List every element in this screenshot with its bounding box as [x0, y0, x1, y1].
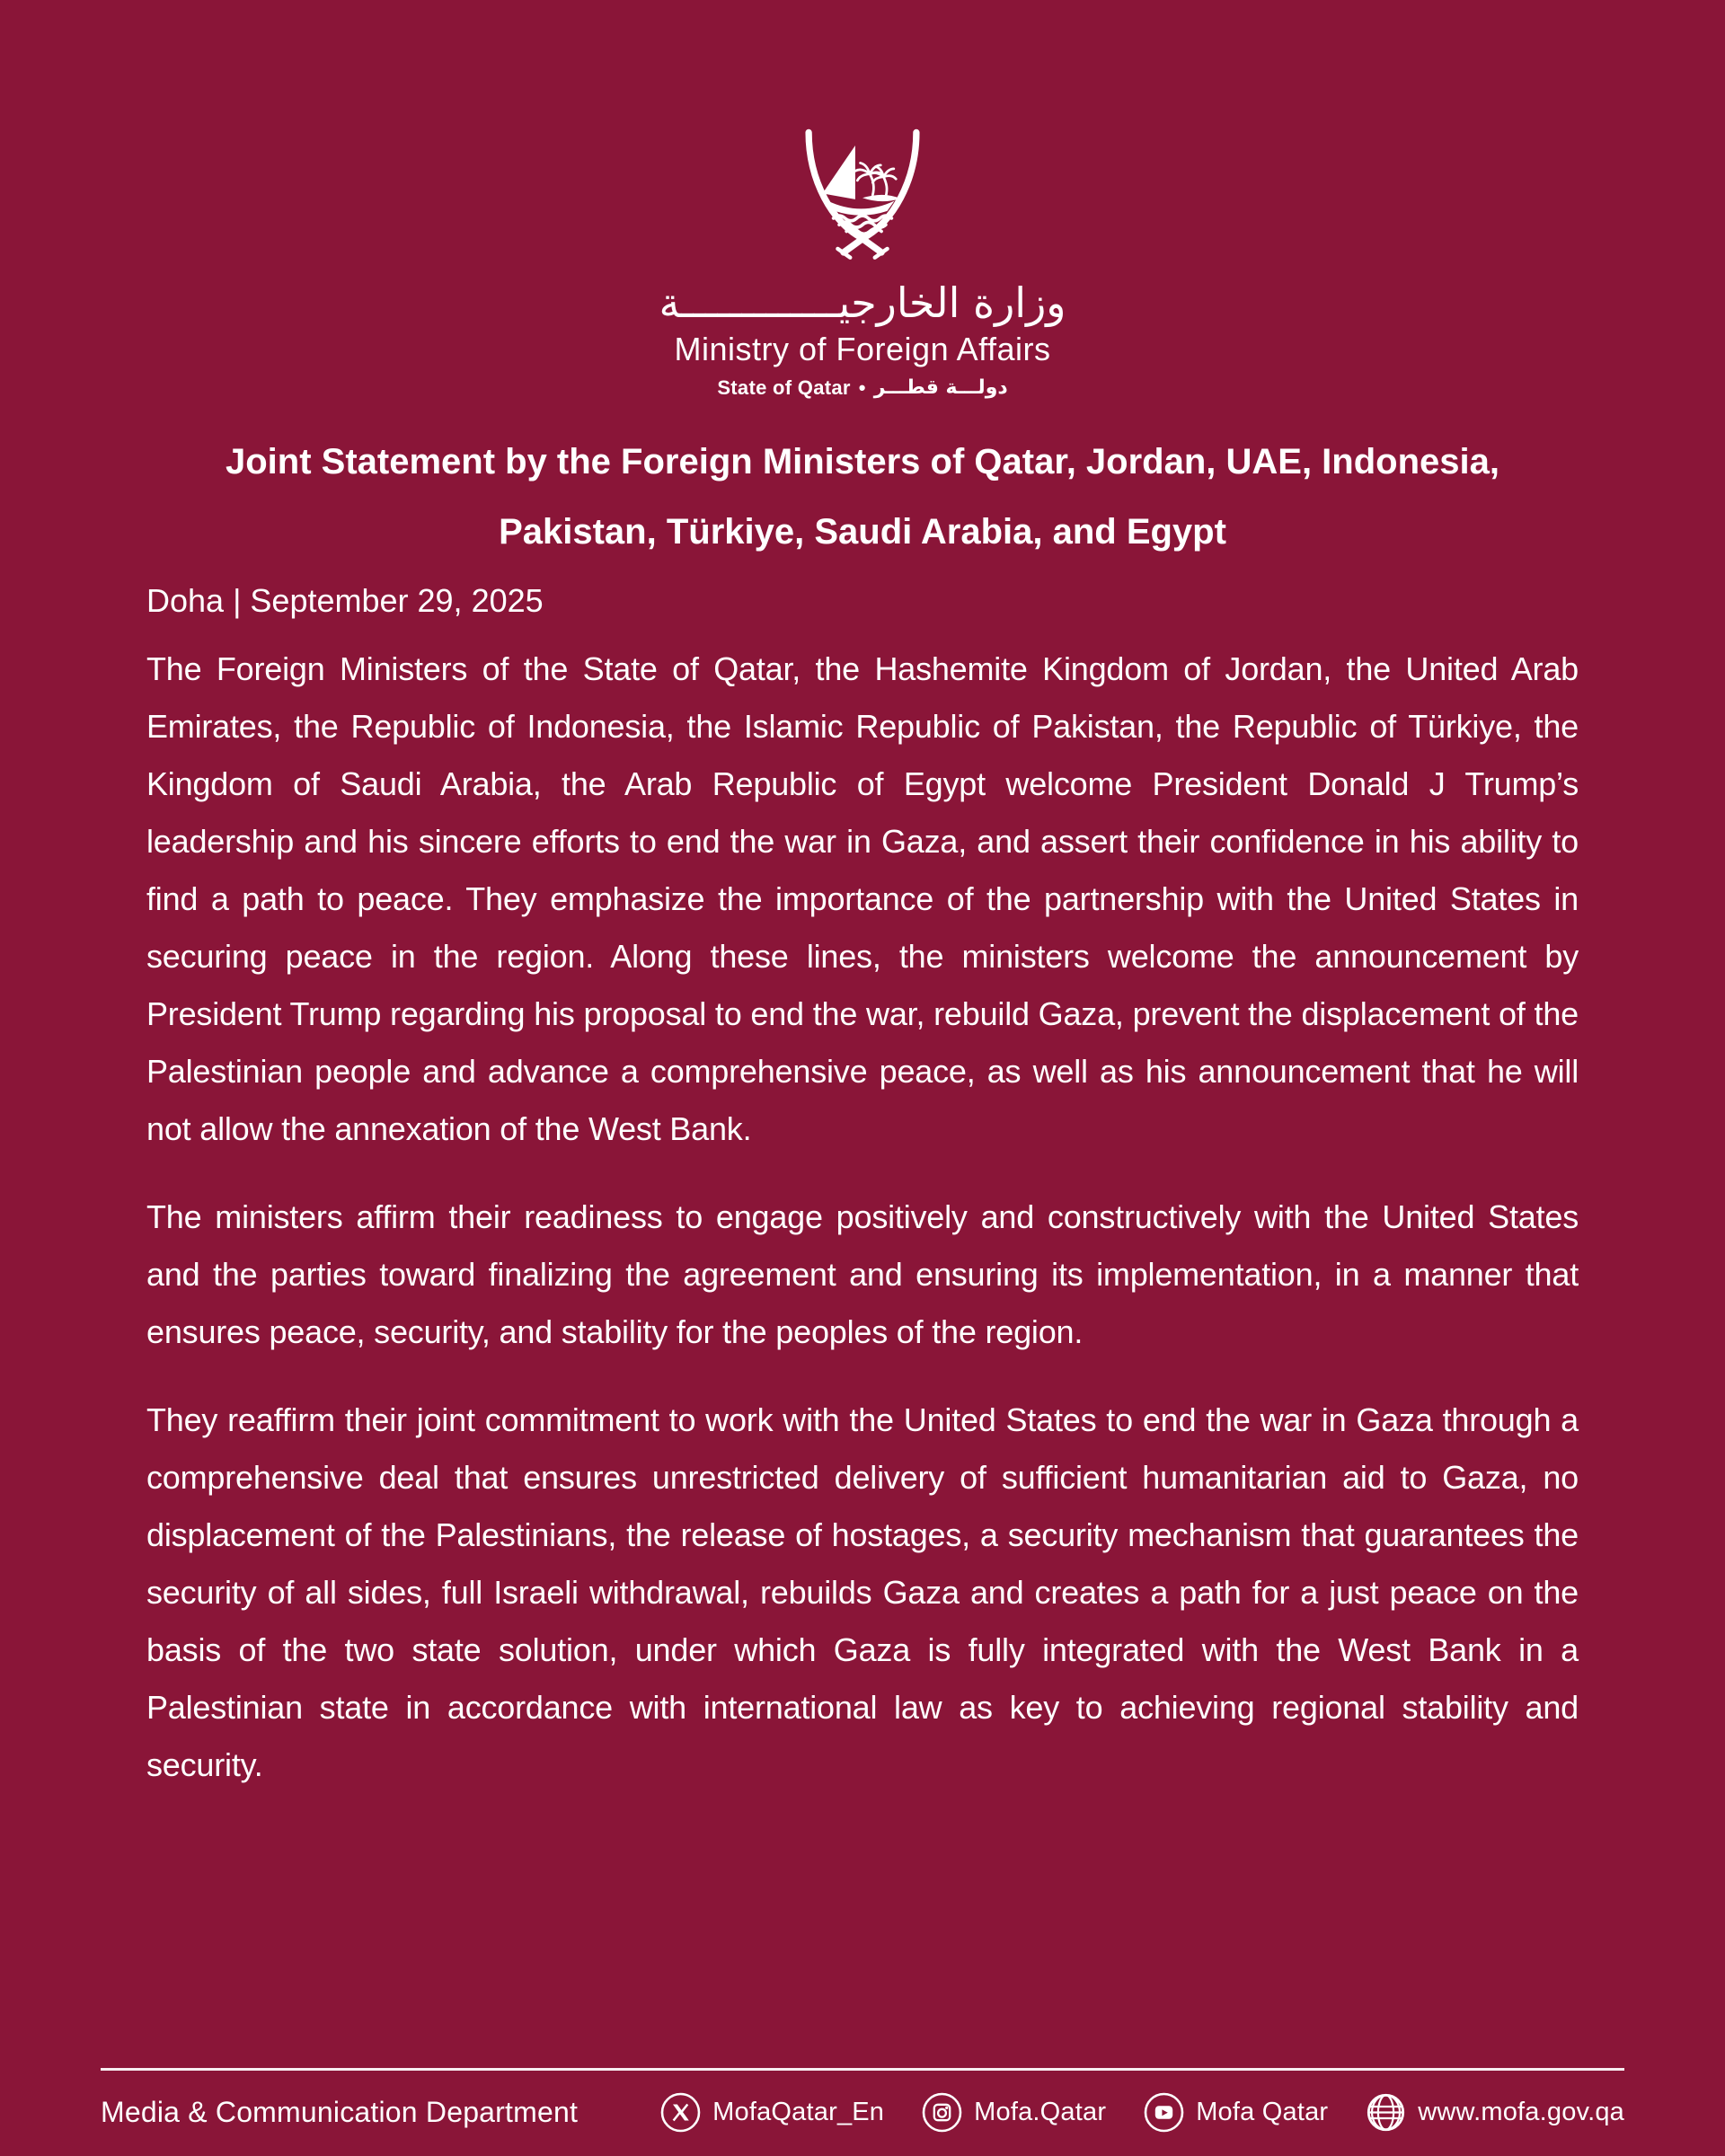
x-twitter-icon — [660, 2092, 701, 2133]
social-link-youtube[interactable] — [1144, 2092, 1328, 2133]
ministry-name-english: Ministry of Foreign Affairs — [674, 330, 1051, 367]
tagline-bullet: • — [858, 376, 866, 399]
crossed-swords-icon — [809, 132, 916, 257]
social-links — [660, 2092, 1624, 2133]
qatar-mofa-emblem-icon — [774, 115, 951, 268]
x-twitter-handle: MofaQatar_En — [712, 2098, 885, 2126]
youtube-handle: Mofa Qatar — [1196, 2098, 1329, 2126]
statement-paragraphs — [146, 641, 1579, 1794]
paragraph-3: They reaffirm their joint commitment to work with the United States to end the war in Gaza through a comprehensive deal that ensures unrestricted delivery of sufficient humanitarian aid to Gaza, no displacement of the Palestinians, the release of hostages, a security mechanism that guarantees the security of all sides, full Israeli withdrawal, rebuilds Gaza and creates a path for a just peace on the basis of the two state solution, under which Gaza is fully integrated with the West Bank in a Palestinian state in accordance with international law as key to achieving regional stability and security. — [146, 1401, 1579, 1783]
mofa-logo-block — [0, 0, 1725, 400]
statement-title-line2: Pakistan, Türkiye, Saudi Arabia, and Egypt — [499, 511, 1226, 552]
globe-icon — [1366, 2092, 1406, 2133]
social-link-instagram[interactable] — [922, 2092, 1106, 2133]
youtube-icon — [1144, 2092, 1184, 2133]
palm-island-icon — [855, 163, 900, 201]
ministry-name-arabic: وزارة الخارجيـــــــــــــة — [659, 278, 1066, 327]
tagline-english: State of Qatar — [717, 376, 851, 399]
instagram-handle: Mofa.Qatar — [974, 2098, 1107, 2126]
department-label: Media & Communication Department — [101, 2096, 579, 2128]
statement-title-line1: Joint Statement by the Foreign Ministers of Qatar, Jordan, UAE, Indonesia, — [225, 441, 1499, 482]
paragraph-1: The Foreign Ministers of the State of Qatar, the Hashemite Kingdom of Jordan, the United Arab Emirates, the Republic of Indonesia, the Islamic Republic of Pakistan, the Republic of Türkiye, the Kingdom of Saudi Arabia, the Arab Republic of Egypt welcome President Donald J Trump’s leadership and his sincere efforts to end the war in Gaza, and assert their confidence in his ability to find a path to peace. They emphasize the importance of the partnership with the United States in securing peace in the region. Along these lines, the ministers welcome the announcement by President Trump regarding his proposal to end the war, rebuild Gaza, prevent the displacement of the Palestinian people and advance a comprehensive peace, as well as his announcement that he will not allow the annexation of the West Bank. — [146, 649, 1579, 1147]
instagram-icon — [922, 2092, 962, 2133]
footer-divider — [101, 2068, 1624, 2071]
statement-title — [146, 427, 1579, 567]
page-footer — [0, 2068, 1725, 2156]
footer-row — [101, 2092, 1624, 2133]
website-url: www.mofa.gov.qa — [1418, 2098, 1624, 2126]
social-link-website[interactable] — [1366, 2092, 1624, 2133]
paragraph-2: The ministers affirm their readiness to engage positively and constructively with the United States and the parties toward finalizing the agreement and ensuring its implementation, in a manner that ensures peace, security, and stability for the peoples of the region. — [146, 1197, 1579, 1350]
tagline-arabic: دولـــة قطـــر — [873, 376, 1008, 400]
state-of-qatar-tagline — [0, 376, 1725, 400]
dateline: Doha | September 29, 2025 — [146, 581, 544, 619]
social-link-x-twitter[interactable] — [660, 2092, 884, 2133]
statement-body — [0, 427, 1725, 1794]
